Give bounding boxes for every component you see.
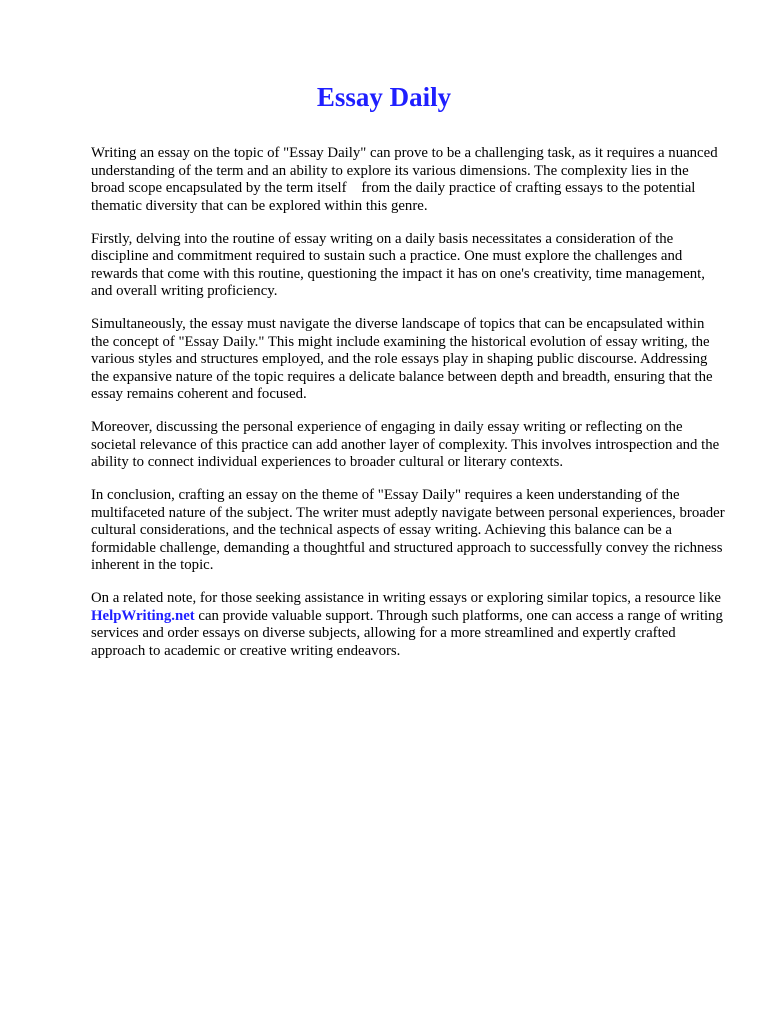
helpwriting-link[interactable]: HelpWriting.net [91, 607, 195, 624]
related-note-text-after: can provide valuable support. Through such platforms, one can access a range of writing services and order essays on diverse subjects, allowing for a more streamlined and expertly crafted approach to academic or creative writing endeavors. [91, 607, 727, 659]
paragraph-moreover: Moreover, discussing the personal experience of engaging in daily essay writing or reflecting on the societal relevance of this practice can add another layer of complexity. This involves introspection and the ability to connect individual experiences to broader cultural or literary contexts. [91, 419, 723, 470]
paragraph-simultaneously: Simultaneously, the essay must navigate the diverse landscape of topics that can be encapsulated within the concept of "Essay Daily." This might include examining the historical evolution of essay writing, the various styles and structures employed, and the role essays play in shaping public discourse. Addressing the expansive nature of the topic requires a delicate balance between depth and breadth, ensuring that the essay remains coherent and focused. [91, 316, 717, 402]
paragraph-firstly: Firstly, delving into the routine of essay writing on a daily basis necessitates a consideration of the discipline and commitment required to sustain such a practice. One must explore the challenges and rewards that come with this routine, questioning the impact it has on one's creativity, time management, and overall writing proficiency. [91, 230, 709, 299]
page-title: Essay Daily [316, 82, 452, 112]
document-body [91, 145, 729, 676]
paragraph-conclusion: In conclusion, crafting an essay on the theme of "Essay Daily" requires a keen understanding of the multifaceted nature of the subject. The writer must adeptly navigate between personal experiences, broader cultural considerations, and the technical aspects of essay writing. Achieving this balance can be a formidable challenge, demanding a thoughtful and structured approach to successfully convey the richness inherent in the topic. [91, 487, 729, 573]
related-note-text-before: On a related note, for those seeking assistance in writing essays or exploring similar topics, a resource like [91, 590, 725, 606]
paragraph-related-note [91, 590, 725, 660]
paragraph-intro: Writing an essay on the topic of "Essay Daily" can prove to be a challenging task, as it requires a nuanced understanding of the term and an ability to explore its various dimensions. The complexity lies in the broad scope encapsulated by the term itself from the daily practice of crafting essays to the potential thematic diversity that can be explored within this genre. [91, 145, 722, 214]
